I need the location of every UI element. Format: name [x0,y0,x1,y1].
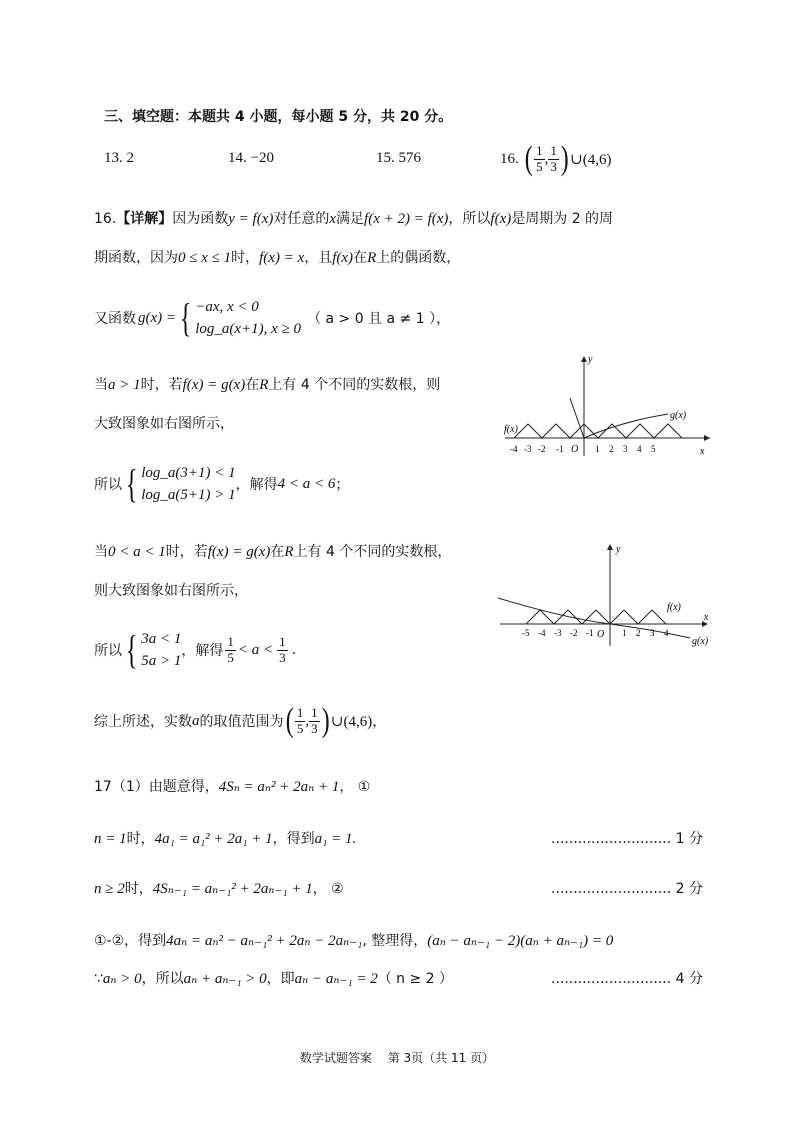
solution17-line4: ①-②，得到4aₙ = aₙ² − aₙ₋₁² + 2aₙ − 2aₙ₋₁, 整理得，(aₙ − aₙ₋₁ − 2)(aₙ + aₙ₋₁) = 0 [94,933,614,949]
graph2-tick: -3 [554,628,562,638]
solution17-line5: ∵aₙ > 0，所以aₙ + aₙ₋₁ > 0，即aₙ − aₙ₋₁ = 2（ n ≥ 2 ） [94,971,454,987]
graph-case2 [494,540,716,650]
graph1-y-label: y [588,354,593,365]
case1-system: 所以 { log_a(3+1) < 1 log_a(5+1) > 1 ，解得 4 < a < 6 ； [94,461,350,506]
graph1-tick: -2 [538,444,546,454]
graph1-tick: -1 [556,444,564,454]
graph1-tick: -4 [510,444,518,454]
graph2-tick: -2 [570,628,578,638]
graph2-y-label: y [616,544,621,555]
graph1-x-label: x [700,446,705,457]
graph1-origin: O [571,444,579,455]
graph-case1 [500,352,720,462]
solution16-line2: 期函数，因为0 ≤ x ≤ 1时，f(x) = x，且f(x)在R上的偶函数， [94,250,461,266]
solution17-line1: 17（1）由题意得，4Sₙ = aₙ² + 2aₙ + 1， ① [94,779,371,795]
page-footer: 数学试题答案 第 3页（共 11 页） [299,1051,495,1065]
answer-16: 16. ( $\frac{1}{5}$ , $\frac{1}{3}$ ) ∪(4,6) [500,140,612,177]
answer-16-union: ∪(4,6) [570,151,612,168]
fraction-one-third: $\frac{1}{3}$ [550,143,557,174]
graph1-ticks [510,444,656,454]
answer-13: 13. 2 [104,150,134,166]
score-line3: ........................... 2 分 [551,881,703,897]
graph1-tick: 1 [595,444,600,454]
score-line2: ........................... 1 分 [551,831,703,847]
graph1-tick: -3 [524,444,532,454]
graph1-tick: 2 [609,444,614,454]
graph2-tick: 2 [636,628,641,638]
solution17-line3: n ≥ 2时，4Sₙ₋₁ = aₙ₋₁² + 2aₙ₋₁ + 1， ② [94,881,344,897]
case1-line1: 当a > 1时，若f(x) = g(x)在R上有 4 个不同的实数根，则 [94,377,441,393]
answer-14: 14. −20 [228,150,274,166]
graph2-g-label: g(x) [692,636,709,647]
graph2-tick: -4 [538,628,546,638]
graph2-tick: 4 [664,628,669,638]
graph1-tick: 3 [623,444,628,454]
graph1-tick: 4 [637,444,642,454]
solution17-line2: n = 1时，4a₁ = a₁² + 2a₁ + 1，得到a₁ = 1. [94,831,357,847]
graph2-f-label: f(x) [667,602,681,613]
graph1-f-label: f(x) [504,424,518,435]
score-line5: ........................... 4 分 [551,971,703,987]
graph1-tick: 5 [651,444,656,454]
case1-line2: 大致图象如右图所示， [94,416,234,432]
graph2-tick: 3 [650,628,655,638]
fraction-one-fifth: $\frac{1}{5}$ [536,143,543,174]
graph2-origin: O [597,629,605,640]
g-definition: 又函数 g(x) = { −ax, x < 0 log_a(x+1), x ≥ 0 （ a > 0 且 a ≠ 1 ）， [94,295,451,340]
answer-15: 15. 576 [376,150,421,166]
graph2-tick: -5 [522,628,530,638]
graph2-tick: 1 [622,628,627,638]
conclusion: 综上所述，实数 a 的取值范围为 ( $\frac{1}{5}$ , $\frac{1}{3}$ ) ∪(4,6) ， [94,702,387,739]
answer-16-prefix: 16. [500,150,519,167]
case2-line2: 则大致图象如右图所示， [94,583,248,599]
solution16-line1: 16.【详解】因为函数y = f(x)对任意的x满足f(x + 2) = f(x)，所以f(x)是周期为 2 的周 [94,211,614,227]
case2-system: 所以 { 3a < 1 5a > 1 ，解得 $\frac{1}{5}$ < a < $\frac{1}{3}$ . [94,627,297,672]
graph2-x-label: x [704,612,709,623]
graph1-g-label: g(x) [670,410,687,421]
case2-line1: 当0 < a < 1时，若f(x) = g(x)在R上有 4 个不同的实数根， [94,544,452,560]
section-header: 三、填空题：本题共 4 小题，每小题 5 分，共 20 分。 [104,109,453,125]
graph2-tick: -1 [586,628,594,638]
